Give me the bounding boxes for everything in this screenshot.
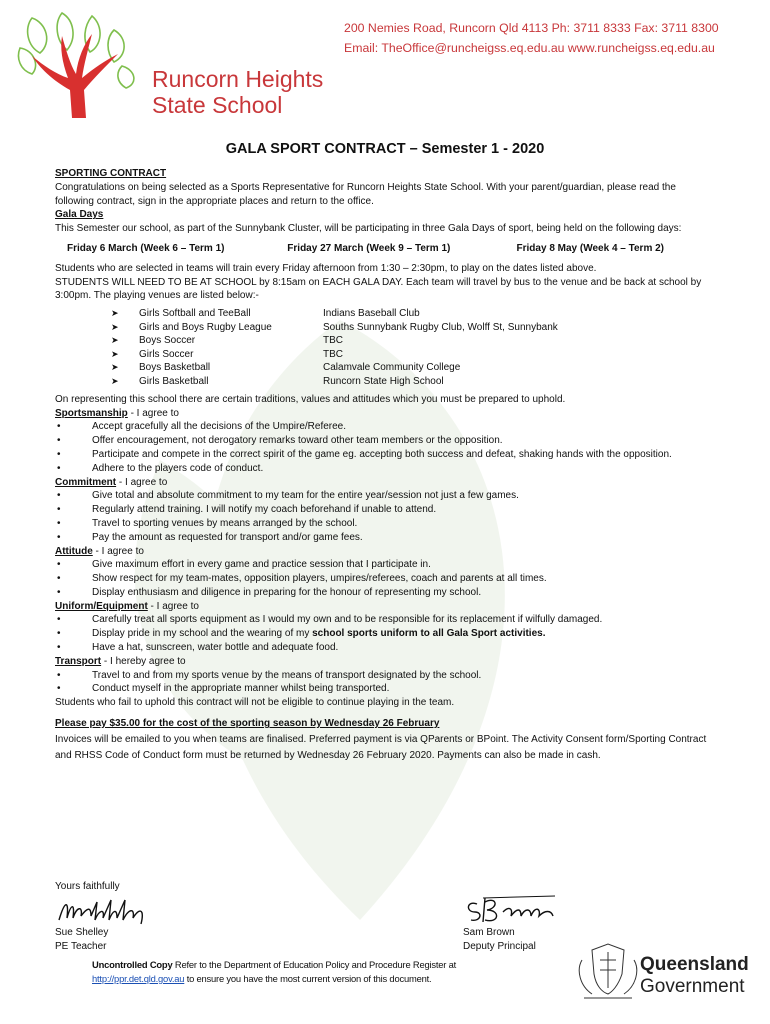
list-item: • Participate and compete in the correct spirit of the game eg. accepting both success and defeat, shaking hands with the opposition. bbox=[55, 448, 715, 462]
list-item: • Give total and absolute commitment to my team for the entire year/session not just a few games. bbox=[55, 489, 715, 503]
sporting-contract-heading: SPORTING CONTRACT bbox=[55, 168, 167, 179]
uncontrolled-copy-label: Uncontrolled Copy bbox=[92, 959, 173, 970]
transport-heading-line bbox=[55, 655, 715, 669]
venue-location: Indians Baseball Club bbox=[323, 308, 420, 320]
transport-lead: - I hereby agree to bbox=[101, 655, 186, 667]
list-item: • Travel to and from my sports venue by the means of transport designated by the school. bbox=[55, 669, 715, 683]
school-name bbox=[152, 66, 323, 118]
uniform-heading-line bbox=[55, 600, 715, 614]
commitment-list bbox=[55, 489, 715, 544]
arrow-bullet-icon: ➤ bbox=[111, 308, 119, 319]
page-title: GALA SPORT CONTRACT – Semester 1 - 2020 bbox=[225, 141, 545, 157]
venue-row bbox=[111, 348, 323, 362]
uniform-list bbox=[55, 613, 715, 654]
venue-sport: Girls and Boys Rugby League bbox=[139, 321, 272, 333]
sportsmanship-lead: - I agree to bbox=[127, 407, 179, 419]
venue-location: Runcorn State High School bbox=[323, 376, 444, 388]
transport-list bbox=[55, 669, 715, 697]
venue-location: TBC bbox=[323, 335, 343, 347]
gala-days-text: This Semester our school, as part of the Sunnybank Cluster, will be participating in three Gala Days of sport, being held on the following days: bbox=[55, 223, 682, 235]
attitude-list bbox=[55, 558, 715, 599]
closing-text: Yours faithfully bbox=[55, 881, 120, 892]
signature-brown-image bbox=[463, 894, 558, 926]
policy-register-link[interactable]: http://ppr.det.qld.gov.au bbox=[92, 973, 185, 984]
venue-location: Souths Sunnybank Rugby Club, Wolff St, Sunnybank bbox=[323, 321, 558, 333]
footer-text-1: Refer to the Department of Education Policy and Procedure Register at bbox=[172, 959, 457, 970]
list-item: • Display enthusiasm and diligence in preparing for the honour of representing my school. bbox=[55, 586, 715, 600]
address-line: 200 Nemies Road, Runcorn Qld 4113 Ph: 3711 8333 Fax: 3711 8300 bbox=[344, 21, 719, 35]
venue-row bbox=[111, 334, 323, 348]
transport-heading: Transport bbox=[55, 655, 102, 667]
sportsmanship-list bbox=[55, 420, 715, 475]
list-item: • Give maximum effort in every game and practice session that I participate in. bbox=[55, 558, 715, 572]
attitude-heading: Attitude bbox=[55, 545, 93, 557]
training-text: Students who are selected in teams will train every Friday afternoon from 1:30 – 2:30pm, to play on the dates listed above. bbox=[55, 262, 597, 274]
gala-day-2: Friday 27 March (Week 9 – Term 1) bbox=[287, 242, 451, 254]
uniform-item-bold: school sports uniform to all Gala Sport activities. bbox=[312, 628, 546, 640]
attitude-lead: - I agree to bbox=[92, 545, 144, 557]
payment-heading: Please pay $35.00 for the cost of the sporting season by Wednesday 26 February bbox=[55, 718, 440, 730]
school-name-line-2: State School bbox=[152, 92, 283, 118]
contract-body bbox=[55, 167, 715, 764]
signature-shelley-image bbox=[55, 894, 150, 926]
signatory-left bbox=[55, 880, 150, 954]
school-name-line-1: Runcorn Heights bbox=[152, 66, 324, 92]
signatory-name: Sam Brown bbox=[463, 927, 515, 938]
uniform-heading: Uniform/Equipment bbox=[55, 600, 148, 612]
commitment-lead: - I agree to bbox=[116, 476, 168, 488]
commitment-heading: Commitment bbox=[55, 476, 117, 488]
list-item: • Accept gracefully all the decisions of the Umpire/Referee. bbox=[55, 420, 715, 434]
list-item: • Adhere to the players code of conduct. bbox=[55, 462, 715, 476]
uncontrolled-copy-note bbox=[92, 958, 512, 986]
arrow-bullet-icon: ➤ bbox=[111, 321, 119, 332]
list-item: • Conduct myself in the appropriate manner whilst being transported. bbox=[55, 682, 715, 696]
gala-days-list bbox=[55, 242, 715, 256]
representing-text: On representing this school there are certain traditions, values and attitudes which you must be prepared to uphold. bbox=[55, 393, 566, 405]
gala-day-3: Friday 8 May (Week 4 – Term 2) bbox=[516, 242, 665, 254]
commitment-heading-line bbox=[55, 476, 715, 490]
sportsmanship-heading: Sportsmanship bbox=[55, 407, 128, 419]
arrow-bullet-icon: ➤ bbox=[111, 362, 119, 373]
queensland-government-wordmark bbox=[640, 954, 749, 998]
arrival-text: STUDENTS WILL NEED TO BE AT SCHOOL by 8:15am on EACH GALA DAY. Each team will travel by bus to the venue and be back at school by 3:00pm. The playing venues are listed below:- bbox=[55, 276, 702, 302]
footer-text-2: to ensure you have the most current version of this document. bbox=[184, 973, 432, 984]
uniform-lead: - I agree to bbox=[147, 600, 199, 612]
venues-list bbox=[111, 307, 715, 389]
arrow-bullet-icon: ➤ bbox=[111, 348, 119, 359]
header-contact bbox=[344, 18, 719, 58]
venue-sport: Boys Basketball bbox=[139, 362, 211, 374]
list-item: • Have a hat, sunscreen, water bottle and adequate food. bbox=[55, 641, 715, 655]
qld-word-2: Government bbox=[640, 976, 745, 997]
venue-sport: Girls Soccer bbox=[139, 348, 194, 360]
ineligible-text: Students who fail to uphold this contract will not be eligible to continue playing in the team. bbox=[55, 697, 455, 709]
venue-sport: Girls Basketball bbox=[139, 376, 209, 388]
venue-row bbox=[111, 362, 323, 376]
arrow-bullet-icon: ➤ bbox=[111, 376, 119, 387]
arrow-bullet-icon: ➤ bbox=[111, 335, 119, 346]
list-item: • Carefully treat all sports equipment as I would my own and to be responsible for its replacement if wilfully damaged. bbox=[55, 613, 715, 627]
sporting-contract-text: Congratulations on being selected as a Sports Representative for Runcorn Heights State School. With your parent/guardian, please read the following contract, sign in the appropriate places and return to the office. bbox=[55, 181, 676, 207]
venue-location: Calamvale Community College bbox=[323, 362, 461, 374]
venue-sport: Boys Soccer bbox=[139, 335, 196, 347]
list-item: • Offer encouragement, not derogatory remarks toward other team members or the opposition. bbox=[55, 434, 715, 448]
list-item: • Regularly attend training. I will notify my coach beforehand if unable to attend. bbox=[55, 503, 715, 517]
gala-day-1: Friday 6 March (Week 6 – Term 1) bbox=[67, 242, 225, 254]
list-item: • Pay the amount as requested for transport and/or game fees. bbox=[55, 531, 715, 545]
sportsmanship-heading-line bbox=[55, 407, 715, 421]
uniform-item-text: Display pride in my school and the wearing of my bbox=[92, 628, 313, 640]
venue-sport: Girls Softball and TeeBall bbox=[139, 308, 251, 320]
payment-section bbox=[55, 716, 715, 764]
venue-row bbox=[111, 375, 323, 389]
list-item: • Show respect for my team-mates, opposition players, umpires/referees, coach and parents at all times. bbox=[55, 572, 715, 586]
signatory-name: Sue Shelley bbox=[55, 927, 109, 938]
venue-row bbox=[111, 307, 323, 321]
venues-location-column bbox=[323, 307, 623, 389]
attitude-heading-line bbox=[55, 545, 715, 559]
venues-sport-column bbox=[111, 307, 323, 389]
qld-word-1: Queensland bbox=[640, 954, 749, 975]
signatory-role: PE Teacher bbox=[55, 941, 107, 952]
list-item bbox=[55, 627, 715, 641]
school-logo bbox=[12, 8, 147, 120]
signatory-role: Deputy Principal bbox=[463, 941, 536, 952]
gala-days-heading: Gala Days bbox=[55, 209, 104, 221]
email-line: Email: TheOffice@runcheigss.eq.edu.au www.runcheigss.eq.edu.au bbox=[344, 41, 715, 55]
list-item: • Travel to sporting venues by means arranged by the school. bbox=[55, 517, 715, 531]
payment-text: Invoices will be emailed to you when teams are finalised. Preferred payment is via QParents or BPoint. The Activity Consent form/Sporting Contract and RHSS Code of Conduct form must be returned by Wednesday 26 February 2020. Payments can also be made in cash. bbox=[55, 734, 707, 762]
signatory-right bbox=[463, 880, 558, 954]
venue-row bbox=[111, 321, 323, 335]
venue-location: TBC bbox=[323, 348, 343, 360]
